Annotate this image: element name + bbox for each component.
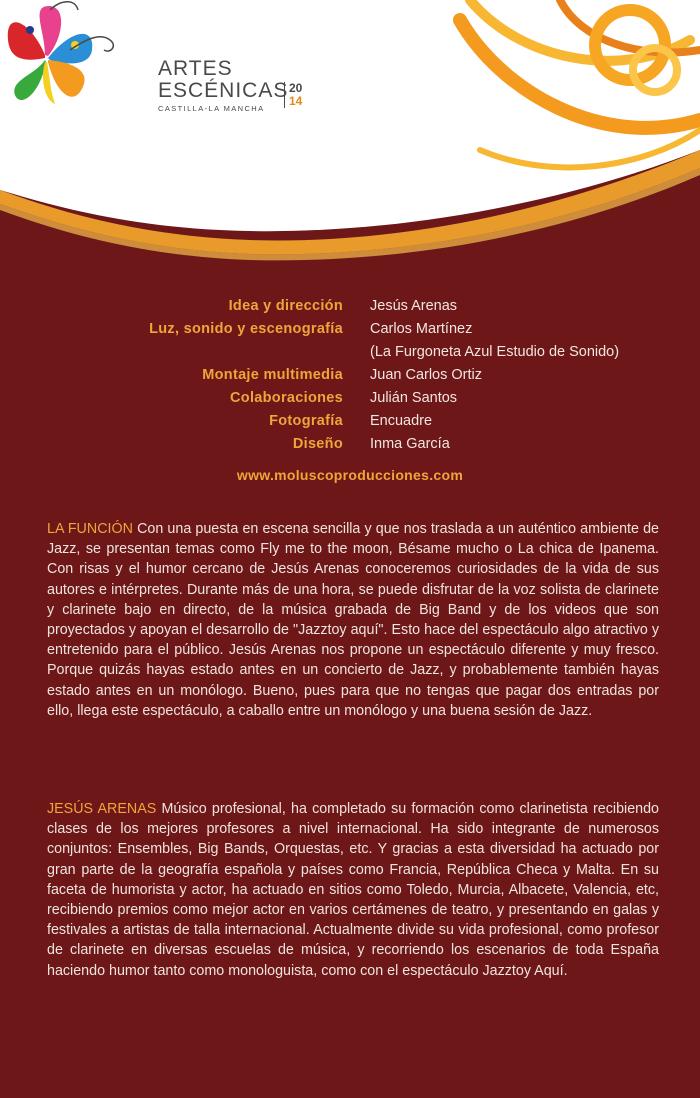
section-text: Músico profesional, ha completado su formación como clarinetista recibiendo clases de los mejores profesores a nivel internacional. Ha sido integrante de numerosos conjuntos: Ensembles, Big Bands, Orquestas, etc. Y gracias a esta diversidad ha actuado por gran parte de la geografía española y países como Francia, República Checa y Malta. En su faceta de humorista y actor, ha actuado en sitios como Toledo, Murcia, Albacete, Valencia, etc, recibiendo premios como mejor actor en varios certámenes de teatro, y presentando en galas y festivales a artistas de talla internacional. Actualmente divide su vida profesional, como profesor de clarinete en diversas escuelas de música, y recorriendo los escenarios de toda España haciendo humor tanto como monologuista, como con el espectáculo Jazztoy Aquí.	[47, 801, 659, 979]
credit-label: Fotografía	[269, 413, 343, 429]
credit-row	[0, 321, 700, 344]
website-link[interactable]: www.moluscoproducciones.com	[236, 467, 464, 483]
credit-row	[0, 298, 700, 321]
credit-value: Julián Santos	[370, 390, 458, 406]
credit-value: Juan Carlos Ortiz	[370, 367, 483, 383]
credit-label: Montaje multimedia	[202, 367, 343, 383]
credit-label: Idea y dirección	[228, 298, 343, 314]
credit-row	[0, 344, 700, 367]
logo-year	[284, 82, 302, 108]
section-text: Con una puesta en escena sencilla y que nos traslada a un auténtico ambiente de Jazz, se presentan temas como Fly me to the moon, Bésame mucho o La chica de Ipanema. Con risas y el humor cercano de Jesús Arenas conoceremos curiosidades de la vida de sus autores e intérpretes. Durante más de una hora, se puede disfrutar de la voz solista de clarinete y clarinete bajo en directo, de la música grabada de Big Band y de los videos que son proyectados y apoyan el desarrollo de "Jazztoy aquí". Esto hace del espectáculo algo atractivo y entretenido para el público. Jesús Arenas nos propone un espectáculo diferente y muy fresco. Porque quizás hayas estado antes en un concierto de Jazz, y probablemente también hayas estado antes en un monólogo. Bueno, pues para que no tengas que pagar dos entradas por ello, llega este espectáculo, a caballo entre un monólogo y una buena sesión de Jazz.	[47, 521, 659, 719]
credit-row	[0, 367, 700, 390]
header-banner	[0, 0, 700, 300]
credit-value: Encuadre	[370, 413, 433, 429]
logo-year-bottom: 14	[289, 94, 303, 108]
credit-value: Inma García	[370, 436, 450, 452]
section-heading: JESÚS ARENAS	[47, 801, 157, 817]
credit-label: Diseño	[292, 436, 343, 452]
credit-value: Jesús Arenas	[370, 298, 458, 314]
credit-row	[0, 413, 700, 436]
credit-label: Luz, sonido y escenografía	[149, 321, 343, 337]
logo-artes: ARTES	[158, 57, 233, 80]
logo-escenicas: ESCÉNICAS	[158, 79, 289, 102]
logo-year-top: 20	[289, 81, 303, 95]
section-heading: LA FUNCIÓN	[47, 521, 133, 537]
section-la-funcion	[47, 519, 659, 721]
logo-region: CASTILLA-LA MANCHA	[158, 104, 265, 113]
credit-label: Colaboraciones	[230, 390, 343, 406]
credit-row	[0, 390, 700, 413]
logo-wordmark	[158, 58, 288, 113]
credit-value: (La Furgoneta Azul Estudio de Sonido)	[370, 344, 620, 360]
section-jesus-arenas	[47, 799, 659, 981]
credits-list	[0, 298, 700, 459]
credit-value: Carlos Martínez	[370, 321, 473, 337]
credit-row	[0, 436, 700, 459]
